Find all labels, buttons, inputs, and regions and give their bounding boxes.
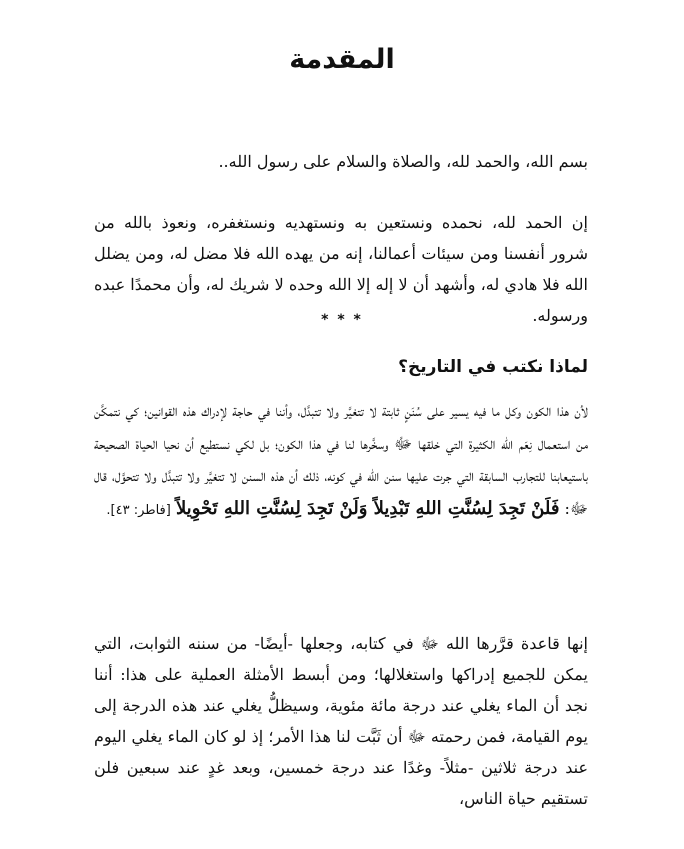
- verse-reference: [فاطر: ٤٣].: [106, 502, 171, 518]
- paragraph-2: إنها قاعدة قرَّرها الله ﷻ في كتابه، وجعلها -أيضًا- من سننه الثوابت، التي يمكن للجميع إدراكها واستغلالها؛ ومن أبسط الأمثلة العملية على هذا: أننا نجد أن الماء يغلي عند درجة مائة مئوية، وسيظلُّ يغلي عند هذه الدرجة إلى يوم القيامة، فمن رحمته ﷻ أن ثَبَّت لنا هذا الأمر؛ إذ لو كان الماء يغلي اليوم عند درجة ثلاثين -مثلاً- وغدًا عند درجة خمسين، وبعد غدٍ عند سبعين فلن تستقيم حياة الناس،: [94, 634, 589, 808]
- basmala-line: بسم الله، والحمد لله، والصلاة والسلام على رسول الله..: [218, 152, 588, 171]
- title-container: [0, 44, 684, 76]
- page-title: المقدمة: [289, 44, 395, 75]
- section-heading: لماذا نكتب في التاريخ؟: [398, 357, 588, 377]
- quran-verse: فَلَنْ تَجِدَ لِسُنَّتِ اللهِ تَبْدِيلاً وَلَنْ تَجِدَ لِسُنَّتِ اللهِ تَحْوِيلاً: [175, 497, 560, 519]
- intro-paragraph: إن الحمد لله، نحمده ونستعين به ونستهديه ونستغفره، ونعوذ بالله من شرور أنفسنا ومن سيئات أعمالنا، إنه من يهده الله فلا مضل له، ومن يضلل الله فلا هادي له، وأشهد أن لا إله إلا الله وحده لا شريك له، وأن محمدًا عبده ورسوله.: [94, 213, 588, 325]
- paragraph-1-text: لأن هذا الكون وكل ما فيه يسير على سُنَنٍ ثابتة لا تتغيَّر ولا تتبدَّل، وأننا في حاجة لإدراك هذه القوانين؛ كي نتمكَّن من استعمال نِعَم الله الكثيرة التي خلقها ﷻ وسخَّرها لنا في هذا الكون؛ بل لكي نستطيع أن نحيا الحياة الصحيحة باستيعابنا للتجارب السابقة التي جرت عليها سنن الله في كونه، ذلك أن هذه السنن لا تتغيَّر ولا تتبدَّل ولا تتحوَّل، قال ﷻ:: [94, 401, 588, 518]
- paragraph-1: [94, 395, 588, 527]
- section-separator: * * *: [321, 312, 363, 328]
